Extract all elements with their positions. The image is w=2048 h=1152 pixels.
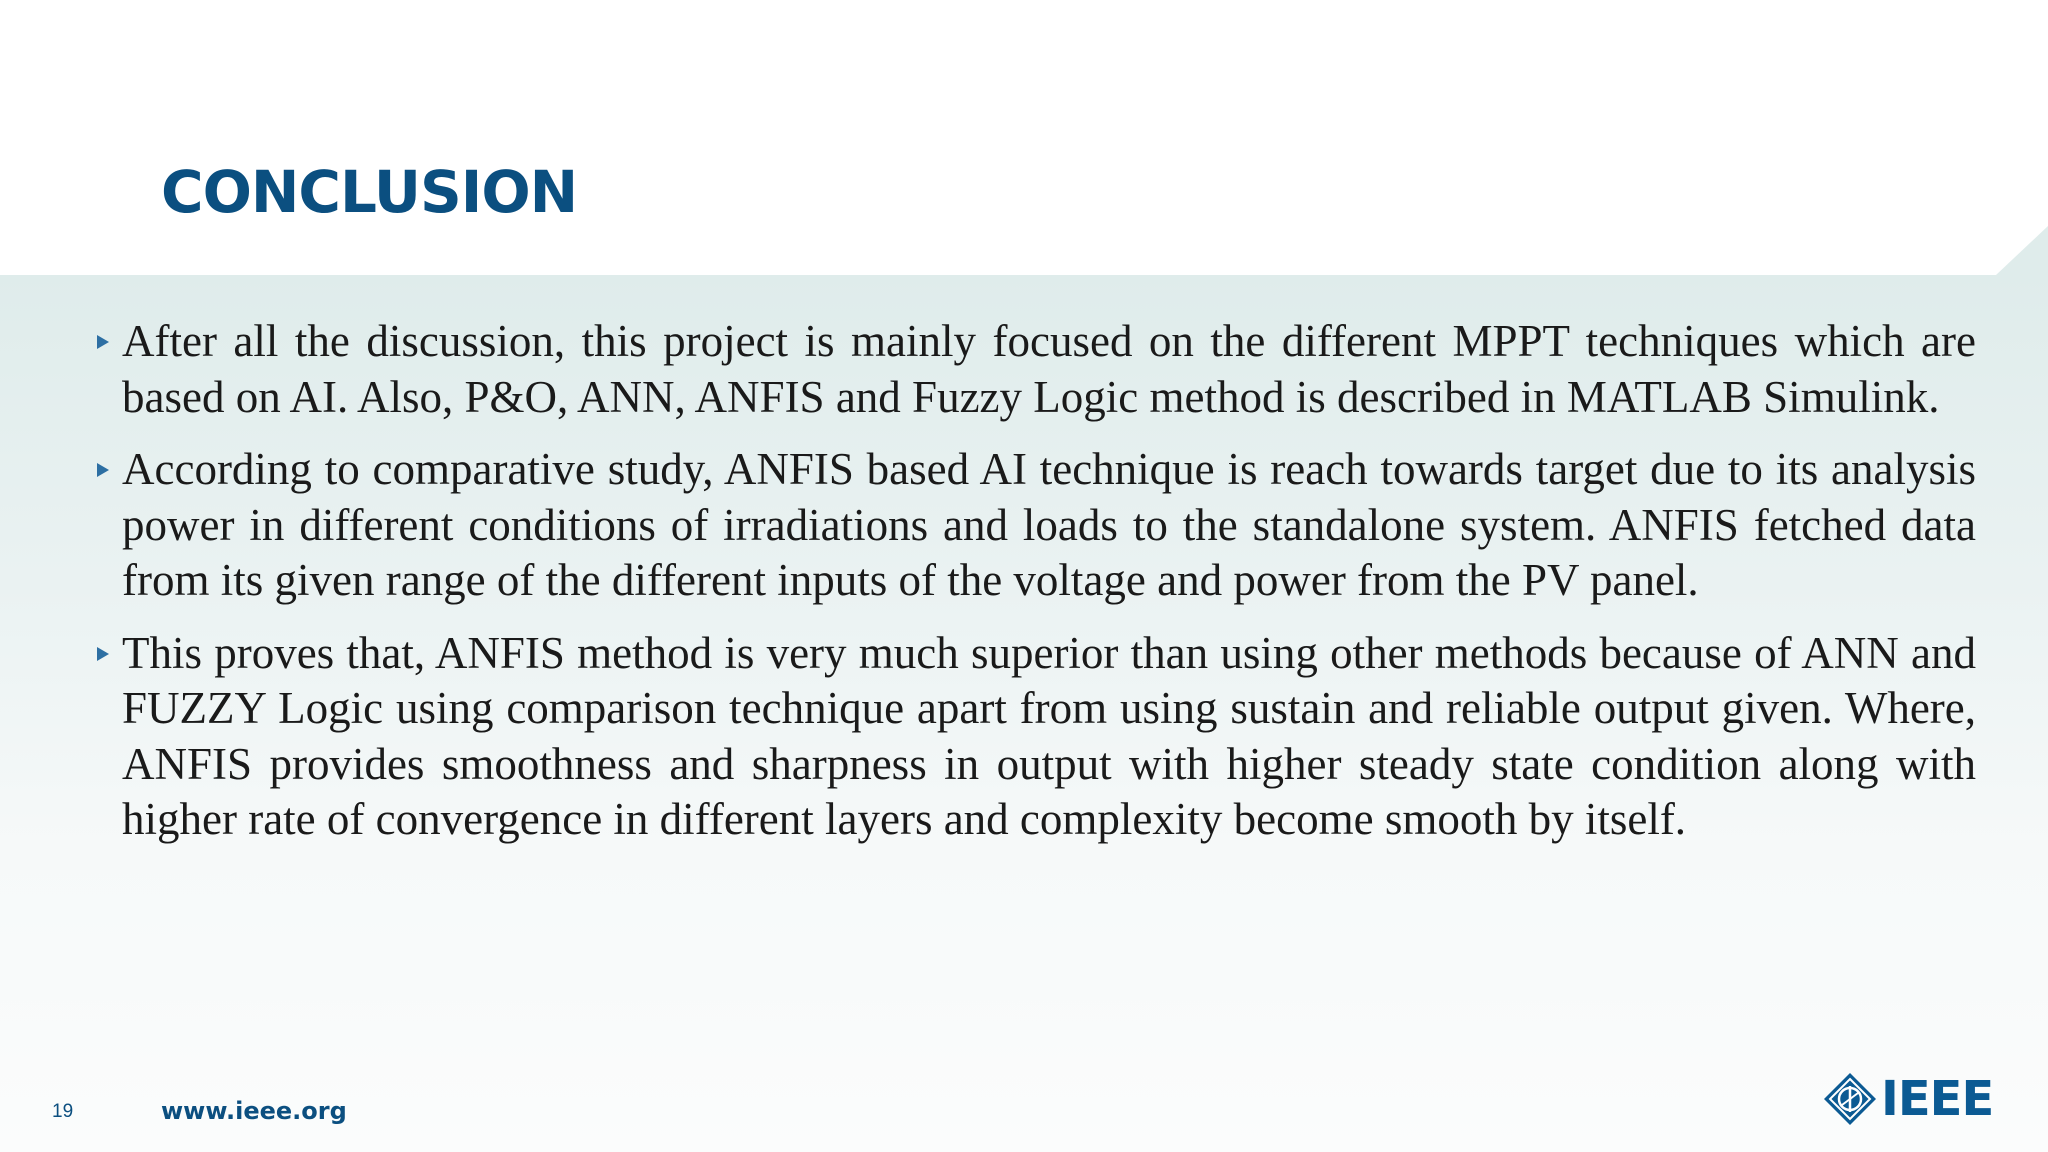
bullet-text: According to comparative study, ANFIS based AI technique is reach towards target due to its analysis power in different conditions of irradiations and loads to the standalone system. ANFIS fetched data from its given range of the different inputs of the voltage and power from the PV panel. bbox=[122, 444, 1976, 605]
triangle-bullet-icon bbox=[97, 463, 109, 477]
ieee-logo-text: IEEE bbox=[1881, 1071, 1994, 1127]
triangle-bullet-icon bbox=[97, 335, 109, 349]
bullet-text: After all the discussion, this project is mainly focused on the different MPPT techniques which are based on AI. Also, P&O, ANN, ANFIS and Fuzzy Logic method is described in MATLAB Simulink. bbox=[122, 316, 1976, 422]
page-number: 19 bbox=[52, 1101, 74, 1122]
bullet-item bbox=[94, 442, 1976, 609]
bullet-item bbox=[94, 314, 1976, 425]
bullet-list bbox=[94, 314, 1976, 865]
ieee-logo bbox=[1822, 1070, 2006, 1128]
background-band-corner bbox=[1996, 226, 2048, 275]
slide-title: CONCLUSION bbox=[161, 158, 578, 226]
ieee-diamond-logo-icon bbox=[1822, 1071, 1878, 1127]
triangle-bullet-icon bbox=[97, 647, 109, 661]
bullet-text: This proves that, ANFIS method is very much superior than using other methods because of ANN and FUZZY Logic using comparison technique apart from using sustain and reliable output given. Where, ANFIS provides smoothness and sharpness in output with higher steady state condition along with higher rate of convergence in different layers and complexity become smooth by itself. bbox=[122, 627, 1976, 844]
bullet-item bbox=[94, 626, 1976, 848]
footer-url[interactable]: www.ieee.org bbox=[161, 1097, 347, 1125]
